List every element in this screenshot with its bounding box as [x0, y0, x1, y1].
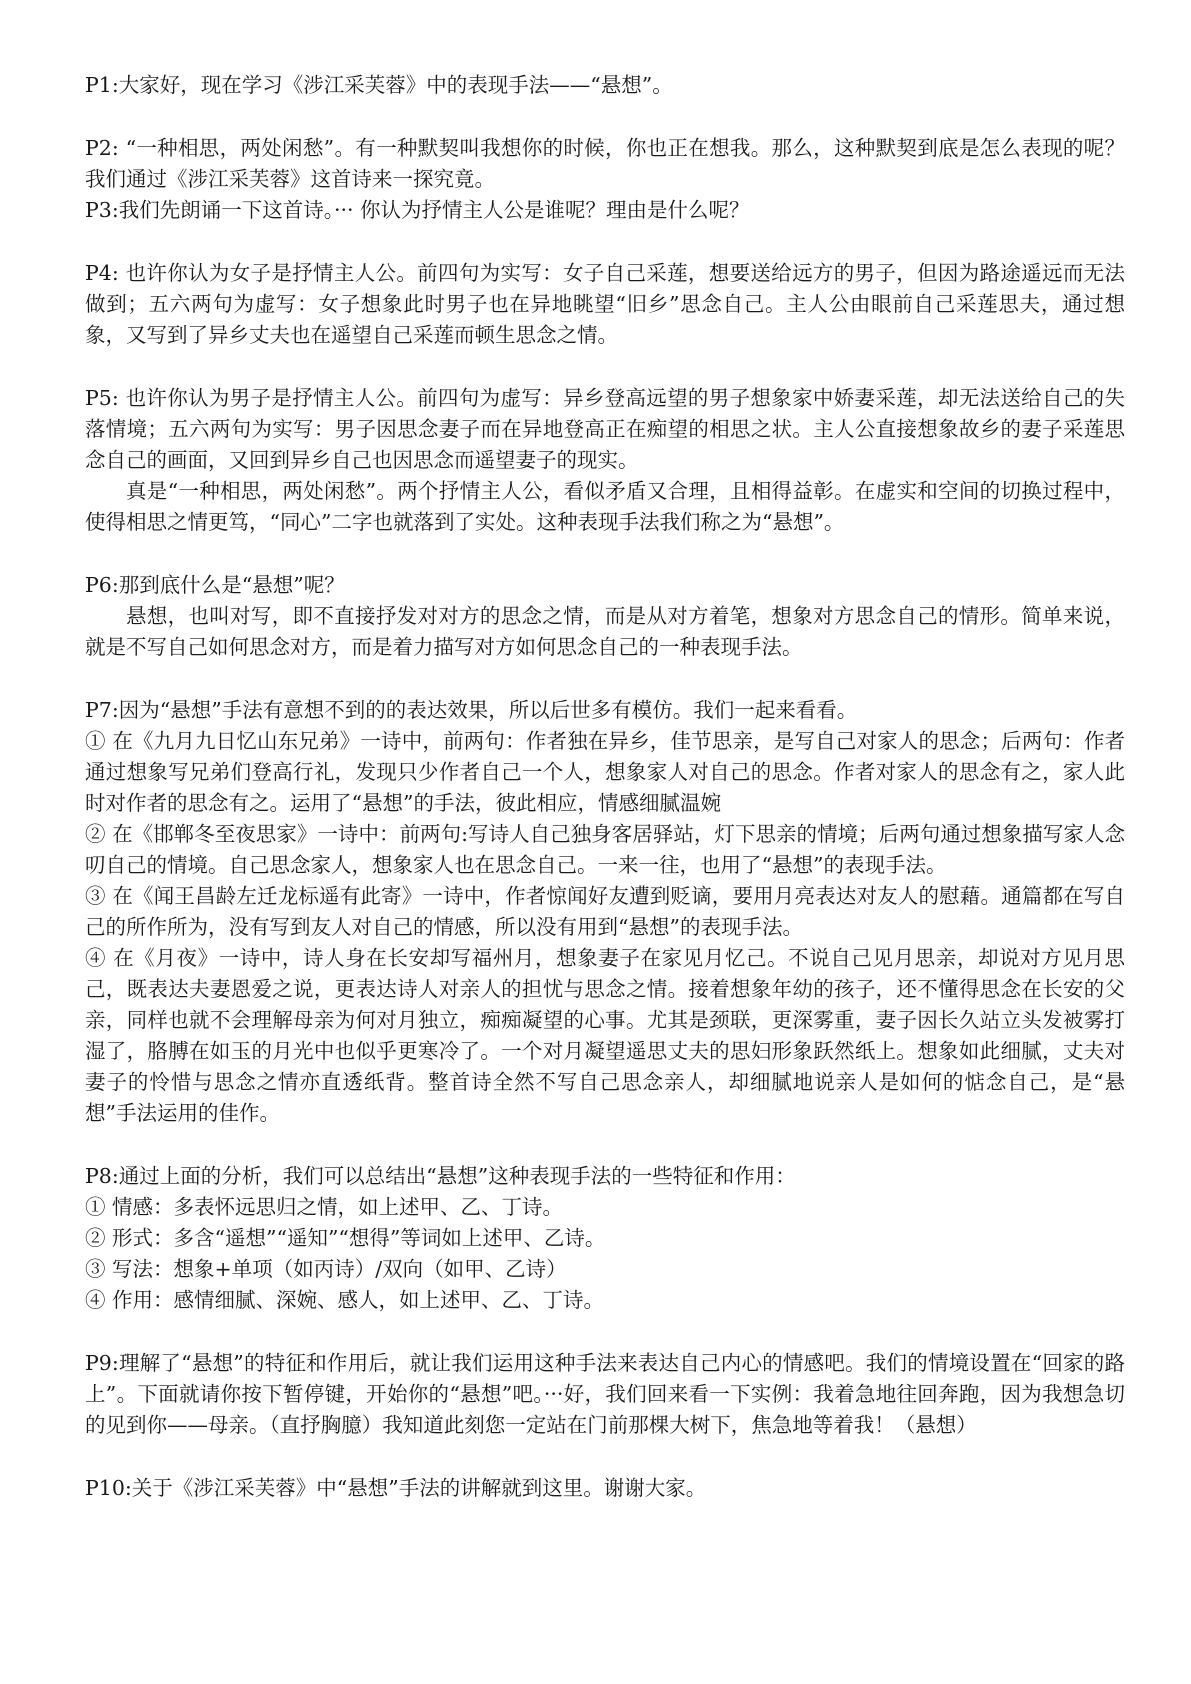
spacer: [85, 1316, 1125, 1348]
list-item-p8-3: ③ 写法：想象+单项（如丙诗）/双向（如甲、乙诗）: [85, 1257, 567, 1281]
paragraph-p8: P8:通过上面的分析，我们可以总结出“悬想”这种表现手法的一些特征和作用：: [85, 1164, 796, 1188]
paragraph-p1: P1:大家好，现在学习《涉江采芙蓉》中的表现手法——“悬想”。: [85, 73, 673, 97]
list-item-p7-4: ④ 在《月夜》一诗中，诗人身在长安却写福州月，想象妻子在家见月忆己。不说自己见月思亲，却说对方见月思己，既表达夫妻恩爱之说，更表达诗人对亲人的担忧与思念之情。接着想象年幼的孩子，还不懂得思念在长安的父亲，同样也就不会理解母亲为何对月独立，痴痴凝望的心事。尤其是颈联，更深雾重，妻子因长久站立头发被雾打湿了，胳膊在如玉的月光中也似乎更寒冷了。一个对月凝望遥思丈夫的思妇形象跃然纸上。想象如此细腻，丈夫对妻子的怜惜与思念之情亦直透纸背。整首诗全然不写自己思念亲人，却细腻地说亲人是如何的惦念自己，是“悬想”手法运用的佳作。: [85, 946, 1125, 1125]
spacer: [85, 351, 1125, 383]
paragraph-p10: P10:关于《涉江采芙蓉》中“悬想”手法的讲解就到这里。谢谢大家。: [85, 1476, 707, 1500]
paragraph-p2: P2: “一种相思，两处闲愁”。有一种默契叫我想你的时候，你也正在想我。那么，这种默契到底是怎么表现的呢？我们通过《涉江采芙蓉》这首诗来一探究竟。: [85, 136, 1125, 191]
paragraph-p5: P5: 也许你认为男子是抒情主人公。前四句为虚写：异乡登高远望的男子想象家中娇妻采莲，却无法送给自己的失落情境；五六两句为实写：男子因思念妻子而在异地登高正在痴望的相思之状。主人公直接想象故乡的妻子采莲思念自己的画面，又回到异乡自己也因思念而遥望妻子的现实。: [85, 386, 1125, 472]
spacer: [85, 226, 1125, 258]
paragraph-p9: P9:理解了“悬想”的特征和作用后，就让我们运用这种手法来表达自己内心的情感吧。我们的情境设置在“回家的路上”。下面就请你按下暂停键，开始你的“悬想”吧。···好，我们回来看一下实例：我着急地往回奔跑，因为我想急切的见到你——母亲。（直抒胸臆）我知道此刻您一定站在门前那棵大树下，焦急地等着我！（悬想）: [85, 1351, 1125, 1437]
spacer: [85, 101, 1125, 133]
spacer: [85, 663, 1125, 695]
list-item-p8-4: ④ 作用：感情细腻、深婉、感人，如上述甲、乙、丁诗。: [85, 1288, 605, 1312]
spacer: [85, 1129, 1125, 1161]
paragraph-p5-summary: 真是“一种相思，两处闲愁”。两个抒情主人公，看似矛盾又合理，且相得益彰。在虚实和空间的切换过程中，使得相思之情更笃，“同心”二字也就落到了实处。这种表现手法我们称之为“悬想”。: [85, 479, 1125, 534]
list-item-p7-3: ③ 在《闻王昌龄左迁龙标遥有此寄》一诗中，作者惊闻好友遭到贬谪，要用月亮表达对友人的慰藉。通篇都在写自己的所作所为，没有写到友人对自己的情感，所以没有用到“悬想”的表现手法。: [85, 884, 1125, 939]
list-item-p7-1: ① 在《九月九日忆山东兄弟》一诗中，前两句：作者独在异乡，佳节思亲，是写自己对家人的思念；后两句：作者通过想象写兄弟们登高行礼，发现只少作者自己一个人，想象家人对自己的思念。作者对家人的思念有之，家人此时对作者的思念有之。运用了“悬想”的手法，彼此相应，情感细腻温婉: [85, 729, 1125, 815]
list-item-p8-2: ② 形式：多含“遥想”“遥知”“想得”等词如上述甲、乙诗。: [85, 1226, 606, 1250]
list-item-p8-1: ① 情感：多表怀远思归之情，如上述甲、乙、丁诗。: [85, 1195, 564, 1219]
paragraph-p6: P6:那到底什么是“悬想”呢？: [85, 573, 345, 597]
list-item-p7-2: ② 在《邯郸冬至夜思家》一诗中：前两句:写诗人自己独身客居驿站，灯下思亲的情境；后两句通过想象描写家人念叨自己的情境。自己思念家人，想象家人也在思念自己。一来一往，也用了“悬想”的表现手法。: [85, 822, 1125, 877]
document-body: [85, 70, 1125, 1504]
paragraph-p7: P7:因为“悬想”手法有意想不到的的表达效果，所以后世多有模仿。我们一起来看看。: [85, 698, 858, 722]
paragraph-p4: P4: 也许你认为女子是抒情主人公。前四句为实写：女子自己采莲，想要送给远方的男子，但因为路途遥远而无法做到；五六两句为虚写：女子想象此时男子也在异地眺望“旧乡”思念自己。主人公由眼前自己采莲思夫，通过想象，又写到了异乡丈夫也在遥望自己采莲而顿生思念之情。: [85, 261, 1125, 347]
paragraph-p3: P3:我们先朗诵一下这首诗。··· 你认为抒情主人公是谁呢？理由是什么呢？: [85, 198, 750, 222]
spacer: [85, 1441, 1125, 1473]
spacer: [85, 538, 1125, 570]
paragraph-p6-definition: 悬想，也叫对写，即不直接抒发对对方的思念之情，而是从对方着笔，想象对方思念自己的情形。简单来说，就是不写自己如何思念对方，而是着力描写对方如何思念自己的一种表现手法。: [85, 604, 1125, 659]
